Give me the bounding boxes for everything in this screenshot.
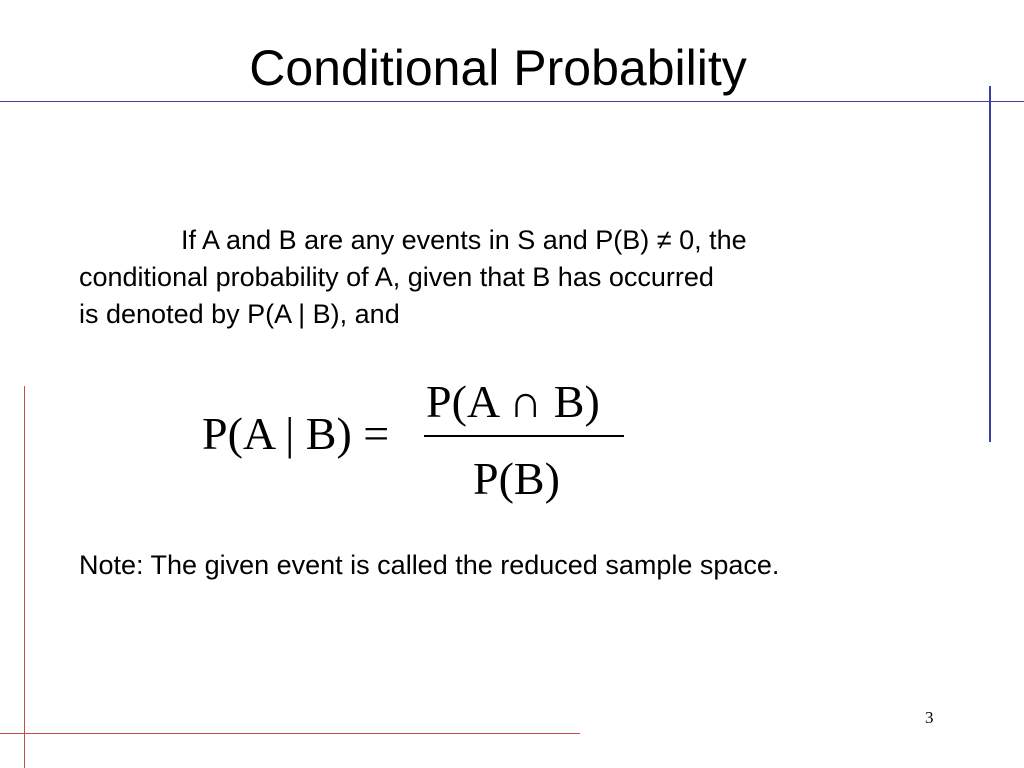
conditional-probability-formula	[200, 372, 640, 512]
formula-lhs: P(A | B) =	[202, 408, 390, 459]
paragraph-line-3: is denoted by P(A | B), and	[79, 299, 400, 329]
note-text: Note: The given event is called the reduced sample space.	[79, 550, 780, 580]
right-blue-rule	[989, 86, 991, 442]
formula-numerator: P(A ∩ B)	[426, 376, 600, 427]
fraction-bar	[424, 435, 624, 437]
page-number: 3	[925, 708, 934, 727]
paragraph-line-1-text: If A and B are any events in S and P(B) ≠ 0, the	[181, 225, 747, 255]
top-blue-rule	[0, 101, 1024, 102]
bottom-red-rule	[0, 733, 580, 734]
definition-paragraph	[79, 222, 939, 333]
paragraph-line-1	[79, 222, 939, 259]
formula-denominator: P(B)	[473, 453, 560, 504]
slide-title: Conditional Probability	[249, 40, 747, 96]
paragraph-line-2: conditional probability of A, given that B has occurred	[79, 262, 714, 292]
left-red-rule	[24, 386, 25, 768]
